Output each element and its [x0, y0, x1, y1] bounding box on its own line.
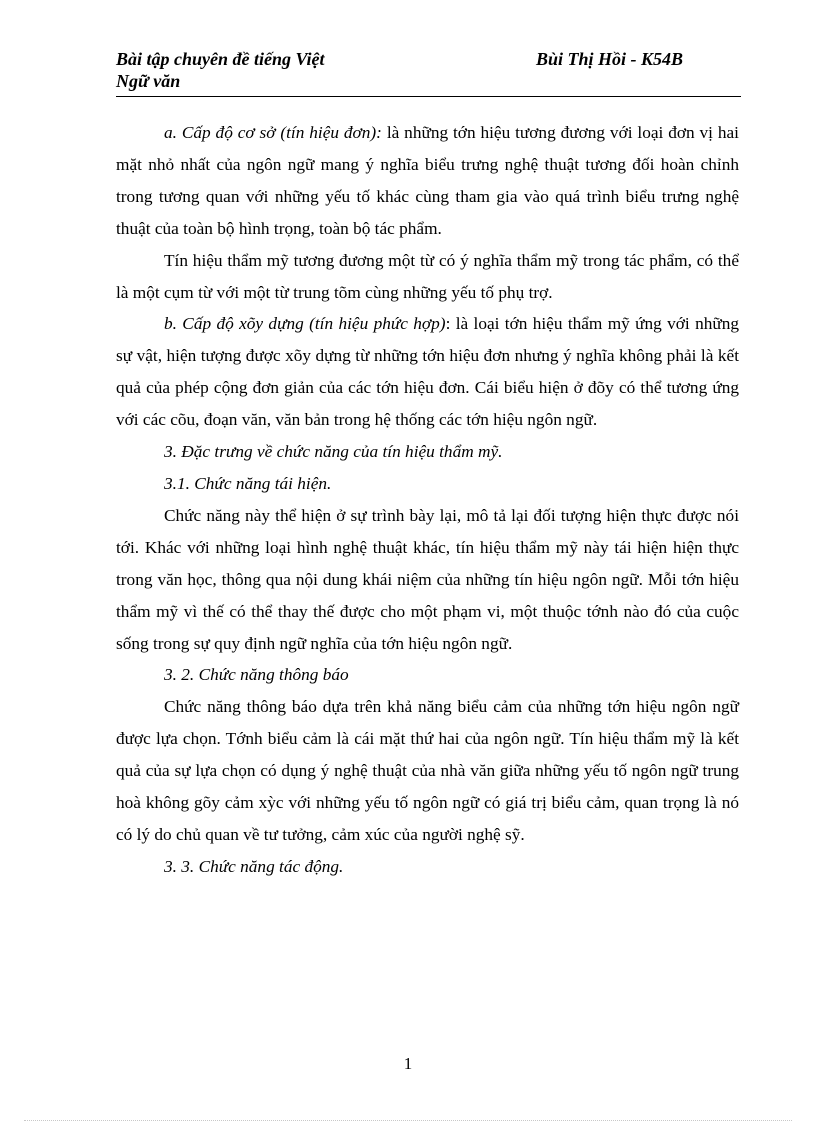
- paragraph-notification: Chức năng thông báo dựa trên khả năng biểu cảm của những tớn hiệu ngôn ngữ được lựa chọn. Tớnh biểu cảm là cái mặt thứ hai của ngôn ngữ. Tín hiệu thẩm mỹ là kết quả của sự lựa chọn có dụng ý nghệ thuật của nhà văn giữa những yếu tố ngôn ngữ trung hoà không gõy cảm xỳc với những yếu tố ngôn ngữ có giá trị biểu cảm, quan trọng là nó có lý do chủ quan về tư tưởng, cảm xúc của người nghệ sỹ.: [116, 697, 739, 844]
- subsection-heading: 3. 2. Chức năng thông báo: [164, 665, 349, 685]
- section-heading: 3. Đặc trưng về chức năng của tín hiệu thẩm mỹ.: [164, 442, 503, 462]
- subsection-heading: 3.1. Chức năng tái hiện.: [164, 473, 332, 493]
- paragraph-lead: a. Cấp độ cơ sở (tín hiệu đơn):: [164, 123, 382, 142]
- document-body: [116, 117, 739, 883]
- paragraph-composite-level: [116, 308, 739, 436]
- paragraph-text: là những tớn hiệu tương đương với loại đơn vị hai mặt nhỏ nhất của ngôn ngữ mang ý nghĩa biểu trưng nghệ thuật tương đối hoàn chỉnh trong tương quan với những yếu tố khác cùng tham gia vào quá trình biểu trưng nghệ thuật của toàn bộ hình trọng, toàn bộ tác phẩm.: [116, 123, 739, 238]
- paragraph-text: : là loại tớn hiệu thẩm mỹ ứng với những sự vật, hiện tượng được xõy dựng từ những tớn hiệu đơn nhưng ý nghĩa không phải là kết quả của phép cộng đơn giản của các tớn hiệu đơn. Cái biểu hiện ở đõy có thể tương ứng với các cõu, đoạn văn, văn bản trong hệ thống các tớn hiệu ngôn ngữ.: [116, 314, 740, 430]
- page-header: [116, 48, 741, 97]
- subsection-heading: 3. 3. Chức năng tác động.: [164, 856, 344, 876]
- paragraph-reproduction: Chức năng này thể hiện ở sự trình bày lại, mô tả lại đối tượng hiện thực được nói tới. Khác với những loại hình nghệ thuật khác, tín hiệu thẩm mỹ này tái hiện hiện thực trong văn học, thông qua nội dung khái niệm của những tín hiệu ngôn ngữ. Mỗi tớn hiệu thẩm mỹ vì thế có thể thay thế được cho một phạm vi, một thuộc tớnh nào đó của cuộc sống trong sự quy định ngữ nghĩa của tớn hiệu ngôn ngữ.: [116, 505, 739, 653]
- paragraph-lead: b. Cấp độ xõy dựng (tín hiệu phức hợp): [164, 314, 446, 334]
- page-bottom-divider: [24, 1120, 792, 1121]
- paragraph-aesthetic-word: Tín hiệu thẩm mỹ tương đương một từ có ý nghĩa thẩm mỹ trong tác phẩm, có thể là một cụm từ với một từ trung tõm cùng những yếu tố phụ trợ.: [116, 250, 739, 302]
- paragraph-basic-level: [116, 117, 739, 245]
- header-left: [116, 48, 325, 92]
- header-author: Bùi Thị Hồi - K54B: [536, 49, 684, 69]
- page-number: 1: [403, 1054, 413, 1073]
- header-subject: Ngữ văn: [116, 71, 181, 91]
- header-course-title: Bài tập chuyên đề tiếng Việt: [116, 49, 325, 69]
